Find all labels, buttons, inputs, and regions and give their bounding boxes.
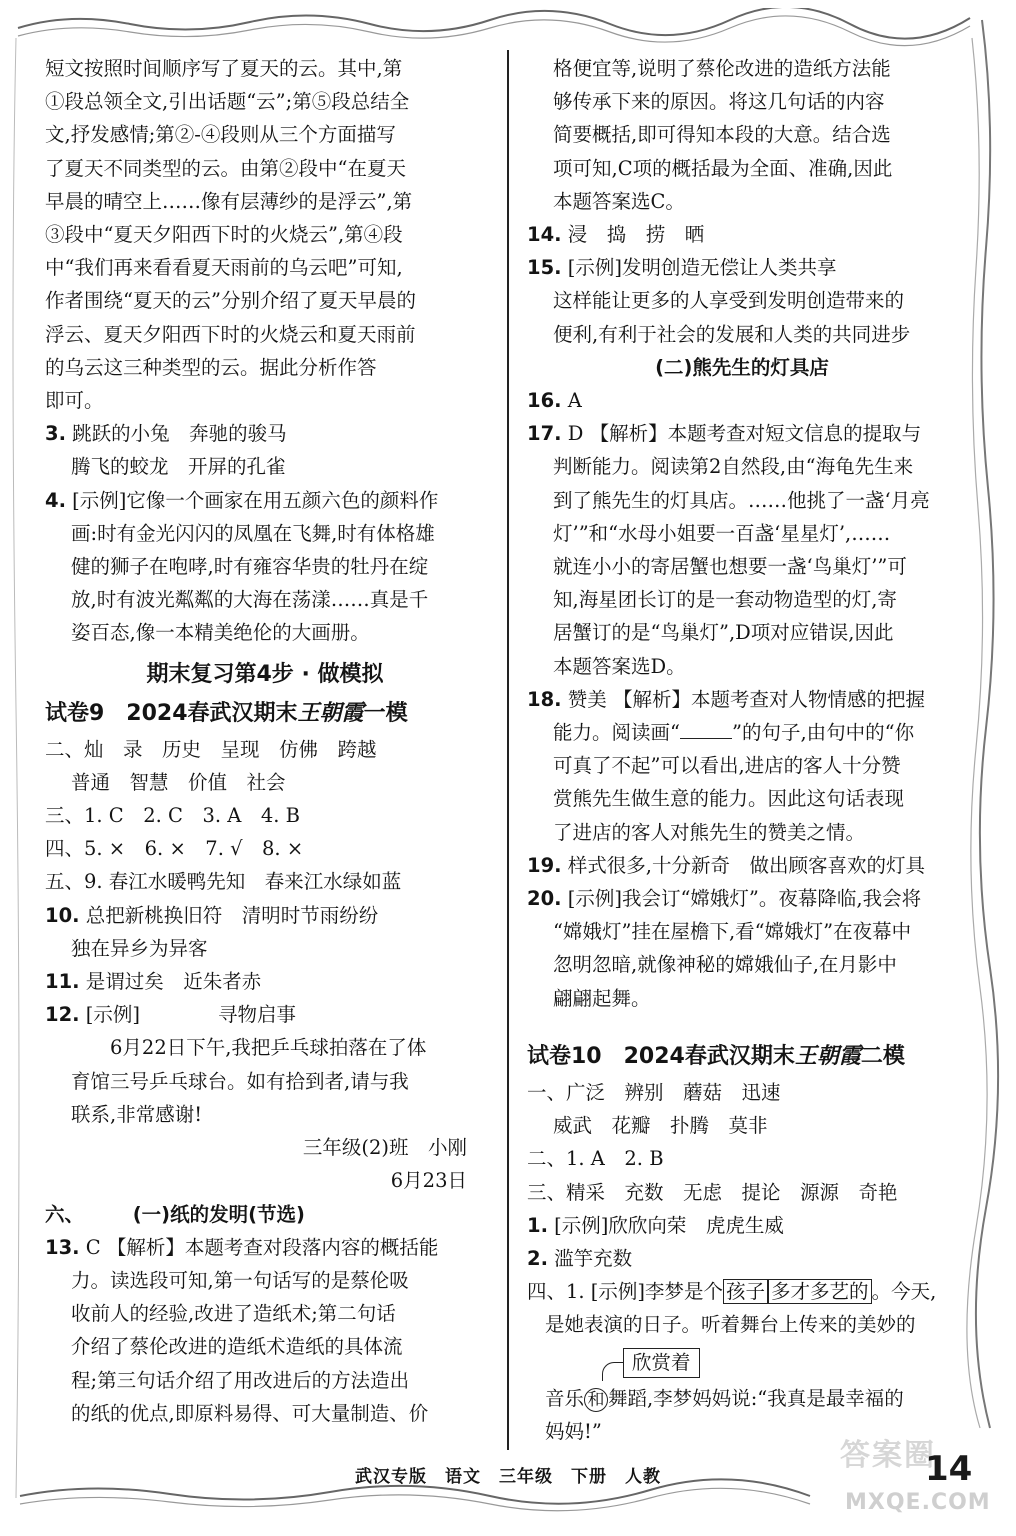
q18-q20-answers	[527, 749, 957, 1015]
line-text: D 【解析】本题考查对短文信息的提取与	[561, 422, 922, 446]
answer-block-summary	[45, 52, 485, 650]
line-text: 跳跃的小兔 奔驰的骏马	[65, 422, 287, 446]
question-number: 11.	[45, 970, 80, 994]
line-text: 画:时有金光闪闪的凤凰在飞舞,时有体格雄	[71, 521, 435, 545]
text-line	[45, 1264, 485, 1297]
column-divider	[507, 50, 509, 1450]
q13-continued	[527, 52, 957, 351]
text-line	[527, 450, 957, 483]
line-text: 可真了不起”可以看出,进店的客人十分赞	[553, 754, 901, 778]
paper9-suffix: 一模	[363, 700, 408, 726]
question-number: 4.	[45, 488, 66, 512]
text-line	[527, 749, 957, 782]
author-signature: 王朝霞	[297, 699, 364, 726]
text-line	[45, 1031, 485, 1064]
text-line	[527, 384, 957, 417]
boxed-word: 孩子	[723, 1279, 768, 1304]
right-column	[527, 52, 957, 1448]
line-text: 这样能让更多的人享受到发明创造带来的	[553, 289, 905, 313]
line-text: 五、9. 春江水暖鸭先知 春来江水绿如蓝	[45, 870, 402, 894]
text-line	[527, 185, 957, 218]
paper10-suffix: 二模	[860, 1043, 905, 1069]
line-text: “嫦娥灯”挂在屋檐下,看“嫦娥灯”在夜幕中	[553, 920, 912, 944]
line-text: [示例]我会订“嫦娥灯”。夜幕降临,我会将	[561, 887, 922, 911]
q4-line3: 音乐 和 舞蹈,李梦妈妈说:“我真是最幸福的	[545, 1386, 904, 1410]
text-line	[45, 616, 485, 649]
text-line	[45, 517, 485, 550]
line-text: 介绍了蔡伦改进的造纸术造纸的具体流	[71, 1335, 403, 1359]
line-text: 了夏天不同类型的云。由第②段中“在夏天	[45, 156, 406, 180]
text-line	[527, 318, 957, 351]
q18-line1: 18. 赞美 【解析】本题考查对人物情感的把握	[527, 687, 925, 711]
line-text: [示例]发明创造无偿让人类共享	[561, 256, 837, 280]
text-line	[527, 1209, 957, 1242]
text-line	[45, 1397, 485, 1430]
line-text: 是谓过矣 近朱者赤	[79, 970, 262, 994]
question-number: 2.	[527, 1246, 548, 1270]
text-line	[45, 899, 485, 932]
line-text: 育馆三号乒乓球台。如有拾到者,请与我	[71, 1069, 409, 1093]
question-number: 14.	[527, 223, 562, 247]
line-text: 知,海星团长订的是一套动物造型的灯,寄	[553, 588, 897, 612]
line-text: 三、1. C 2. C 3. A 4. B	[45, 804, 300, 828]
paper9-heading	[45, 694, 485, 733]
line-text: ①段总领全文,引出话题“云”;第⑤段总结全	[45, 90, 410, 114]
text-line	[527, 982, 957, 1015]
paper10-title: 试卷10 2024春武汉期末	[527, 1043, 795, 1069]
line-text: 忽明忽暗,就像神秘的嫦娥仙子,在月影中	[553, 953, 897, 977]
text-line	[45, 251, 485, 284]
author-signature: 王朝霞	[794, 1042, 861, 1069]
text-line	[45, 85, 485, 118]
footer: 武汉专版 语文 三年级 下册 人教	[355, 1467, 661, 1487]
underline-blank	[680, 720, 732, 739]
line-text: 三、精采 充数 无虑 提论 源源 奇艳	[527, 1180, 898, 1204]
text-line	[45, 450, 485, 483]
line-text: 普通 智慧 价值 社会	[71, 770, 286, 794]
line-text: 居蟹订的是“鸟巢灯”,D项对应错误,因此	[553, 621, 894, 645]
text-line	[45, 865, 485, 898]
text-line	[527, 517, 957, 550]
text-line	[45, 1330, 485, 1363]
text-line	[45, 284, 485, 317]
question-number: 3.	[45, 422, 66, 446]
line-text: 赏熊先生做生意的能力。因此这句话表现	[553, 787, 905, 811]
text-line	[45, 318, 485, 351]
text-line	[527, 1109, 957, 1142]
q4-line2: 是她表演的日子。听着舞台上传来的美妙的	[545, 1313, 916, 1337]
text-line	[45, 1098, 485, 1131]
q4-line4: 妈妈!”	[545, 1419, 602, 1443]
text-line	[527, 650, 957, 683]
line-text: 了进店的客人对熊先生的赞美之情。	[553, 820, 866, 844]
line-text: [示例]它像一个画家在用五颜六色的颜料作	[65, 488, 439, 512]
line-text: 联系,非常感谢!	[71, 1102, 203, 1126]
section-paper-invention: 六、 (一)纸的发明(节选)	[45, 1202, 305, 1226]
line-text: 文,抒发感情;第②-④段则从三个方面描写	[45, 123, 396, 147]
text-line	[45, 152, 485, 185]
line-text: 姿百态,像一本精美绝伦的大画册。	[71, 621, 370, 645]
line-text: ③段中“夏天夕阳西下时的火烧云”,第④段	[45, 223, 403, 247]
text-line	[45, 417, 485, 450]
line-text: 健的狮子在咆哮,时有雍容华贵的牡丹在绽	[71, 555, 429, 579]
line-text: 即可。	[45, 389, 104, 413]
line-text: 的乌云这三种类型的云。据此分析作答	[45, 355, 377, 379]
line-text: 中“我们再来看看夏天雨前的乌云吧”可知,	[45, 256, 403, 280]
insertion-callout	[527, 1342, 957, 1382]
question-number: 12.	[45, 1003, 80, 1027]
text-line	[45, 932, 485, 965]
paper10-heading	[527, 1037, 957, 1076]
text-line	[527, 85, 957, 118]
paper9-answers	[45, 733, 485, 1131]
step-heading: 期末复习第4步 · 做模拟	[146, 661, 384, 687]
line-text: 总把新桃换旧符 清明时节雨纷纷	[79, 903, 379, 927]
text-line	[527, 52, 957, 85]
question-number: 1.	[527, 1213, 548, 1237]
text-line	[45, 1065, 485, 1098]
line-text: 放,时有波光粼粼的大海在荡漾……真是千	[71, 588, 429, 612]
text-line	[527, 118, 957, 151]
text-line	[527, 882, 957, 915]
text-line	[527, 948, 957, 981]
text-line	[527, 849, 957, 882]
watermark-logo: 答案圈	[840, 1438, 936, 1473]
page-number: 14	[925, 1449, 973, 1489]
text-line	[527, 816, 957, 849]
question-number: 15.	[527, 256, 562, 280]
q18-line2: 能力。阅读画“ ”的句子,由句中的“你	[553, 721, 915, 745]
text-line	[527, 484, 957, 517]
question-number: 13.	[45, 1235, 80, 1259]
text-line	[45, 351, 485, 384]
line-text: 二、1. A 2. B	[527, 1147, 664, 1171]
line-text: 项可知,C项的概括最为全面、准确,因此	[553, 156, 893, 180]
line-text: [示例]欣欣向荣 虎虎生威	[547, 1213, 784, 1237]
line-text: 的纸的优点,即原料易得、可大量制造、价	[71, 1401, 429, 1425]
q16-q17-answers	[527, 384, 957, 683]
text-line	[45, 1364, 485, 1397]
text-line	[527, 915, 957, 948]
text-line	[45, 832, 485, 865]
line-text: C 【解析】本题考查对段落内容的概括能	[79, 1235, 439, 1259]
text-line	[45, 118, 485, 151]
line-text: 滥竽充数	[547, 1246, 633, 1270]
text-line	[45, 384, 485, 417]
paper10-answers	[527, 1076, 957, 1275]
line-text: 样式很多,十分新奇 做出顾客喜欢的灯具	[561, 853, 925, 877]
text-line	[45, 52, 485, 85]
section-bear-lamp-shop: (二)熊先生的灯具店	[655, 355, 829, 379]
line-text: 判断能力。阅读第2自然段,由“海龟先生来	[553, 455, 914, 479]
text-line	[527, 550, 957, 583]
q4-line1: 四、1. [示例]李梦是个 孩子 多才多艺的 。今天,	[527, 1280, 937, 1304]
text-line	[527, 152, 957, 185]
line-text: 到了熊先生的灯具店。……他挑了一盏‘月亮	[553, 488, 930, 512]
text-line	[527, 218, 957, 251]
line-text: 本题答案选D。	[553, 654, 686, 678]
line-text: 便利,有利于社会的发展和人类的共同进步	[553, 322, 911, 346]
line-text: 二、灿 录 历史 呈现 仿佛 跨越	[45, 737, 377, 761]
circled-word: 和	[584, 1388, 608, 1412]
text-line	[527, 251, 957, 284]
text-line	[527, 583, 957, 616]
q13-answer	[45, 1231, 485, 1430]
notice-date: 6月23日	[390, 1169, 487, 1193]
left-column	[45, 52, 485, 1430]
line-text: A	[561, 389, 582, 413]
line-text: 作者围绕“夏天的云”分别介绍了夏天早晨的	[45, 289, 416, 313]
paper9-title: 试卷9 2024春武汉期末	[45, 700, 298, 726]
line-text: 简要概括,即可得知本段的大意。结合选	[553, 123, 891, 147]
line-text: 本题答案选C。	[553, 189, 685, 213]
text-line	[45, 484, 485, 517]
text-line	[45, 766, 485, 799]
watermark-url: MXQE.COM	[845, 1490, 991, 1515]
boxed-word: 多才多艺的	[768, 1279, 872, 1304]
text-line	[45, 550, 485, 583]
text-line	[45, 965, 485, 998]
text-line	[45, 1231, 485, 1264]
line-text: 短文按照时间顺序写了夏天的云。其中,第	[45, 57, 403, 80]
text-line	[527, 782, 957, 815]
line-text: 翩翩起舞。	[553, 986, 651, 1010]
text-line	[45, 799, 485, 832]
text-line	[527, 616, 957, 649]
notice-signature: 三年级(2)班 小刚	[302, 1136, 467, 1160]
text-line	[45, 583, 485, 616]
line-text: 威武 花瓣 扑腾 莫非	[553, 1114, 768, 1138]
text-line	[527, 1076, 957, 1109]
insertion-text: 欣赏着	[623, 1348, 700, 1378]
text-line	[527, 1176, 957, 1209]
text-line	[45, 733, 485, 766]
question-number: 10.	[45, 903, 80, 927]
text-line	[45, 218, 485, 251]
line-text: 四、5. × 6. × 7. √ 8. ×	[45, 837, 304, 861]
line-text: 一、广泛 辨别 蘑菇 迅速	[527, 1080, 781, 1104]
line-text: 够传承下来的原因。将这几句话的内容	[553, 90, 885, 114]
line-text: 早晨的晴空上……像有层薄纱的是浮云”,第	[45, 189, 413, 213]
text-line	[45, 185, 485, 218]
line-text: 浸 捣 捞 晒	[561, 223, 705, 247]
text-line	[527, 1242, 957, 1275]
question-number: 19.	[527, 853, 562, 877]
line-text: 就连小小的寄居蟹也想要一盏‘鸟巢灯’”可	[553, 555, 907, 579]
line-text: 独在异乡为异客	[71, 936, 208, 960]
line-text: 收前人的经验,改进了造纸术;第二句话	[71, 1302, 396, 1326]
text-line	[527, 284, 957, 317]
line-text: 灯’”和“水母小姐要一百盏‘星星灯’,……	[553, 521, 891, 545]
question-number: 16.	[527, 389, 562, 413]
line-text: 格便宜等,说明了蔡伦改进的造纸方法能	[553, 57, 891, 80]
line-text: [示例] 寻物启事	[79, 1003, 296, 1027]
line-text: 6月22日下午,我把乒乓球拍落在了体	[71, 1036, 427, 1060]
line-text: 浮云、夏天夕阳西下时的火烧云和夏天雨前	[45, 322, 416, 346]
question-number: 20.	[527, 887, 562, 911]
text-line	[527, 1142, 957, 1175]
line-text: 力。读选段可知,第一句话写的是蔡伦吸	[71, 1268, 409, 1292]
text-line	[45, 1297, 485, 1330]
text-line	[527, 417, 957, 450]
question-number: 17.	[527, 422, 562, 446]
text-line	[45, 998, 485, 1031]
line-text: 腾飞的蛟龙 开屏的孔雀	[71, 455, 286, 479]
line-text: 程;第三句话介绍了用改进后的方法造出	[71, 1368, 410, 1392]
